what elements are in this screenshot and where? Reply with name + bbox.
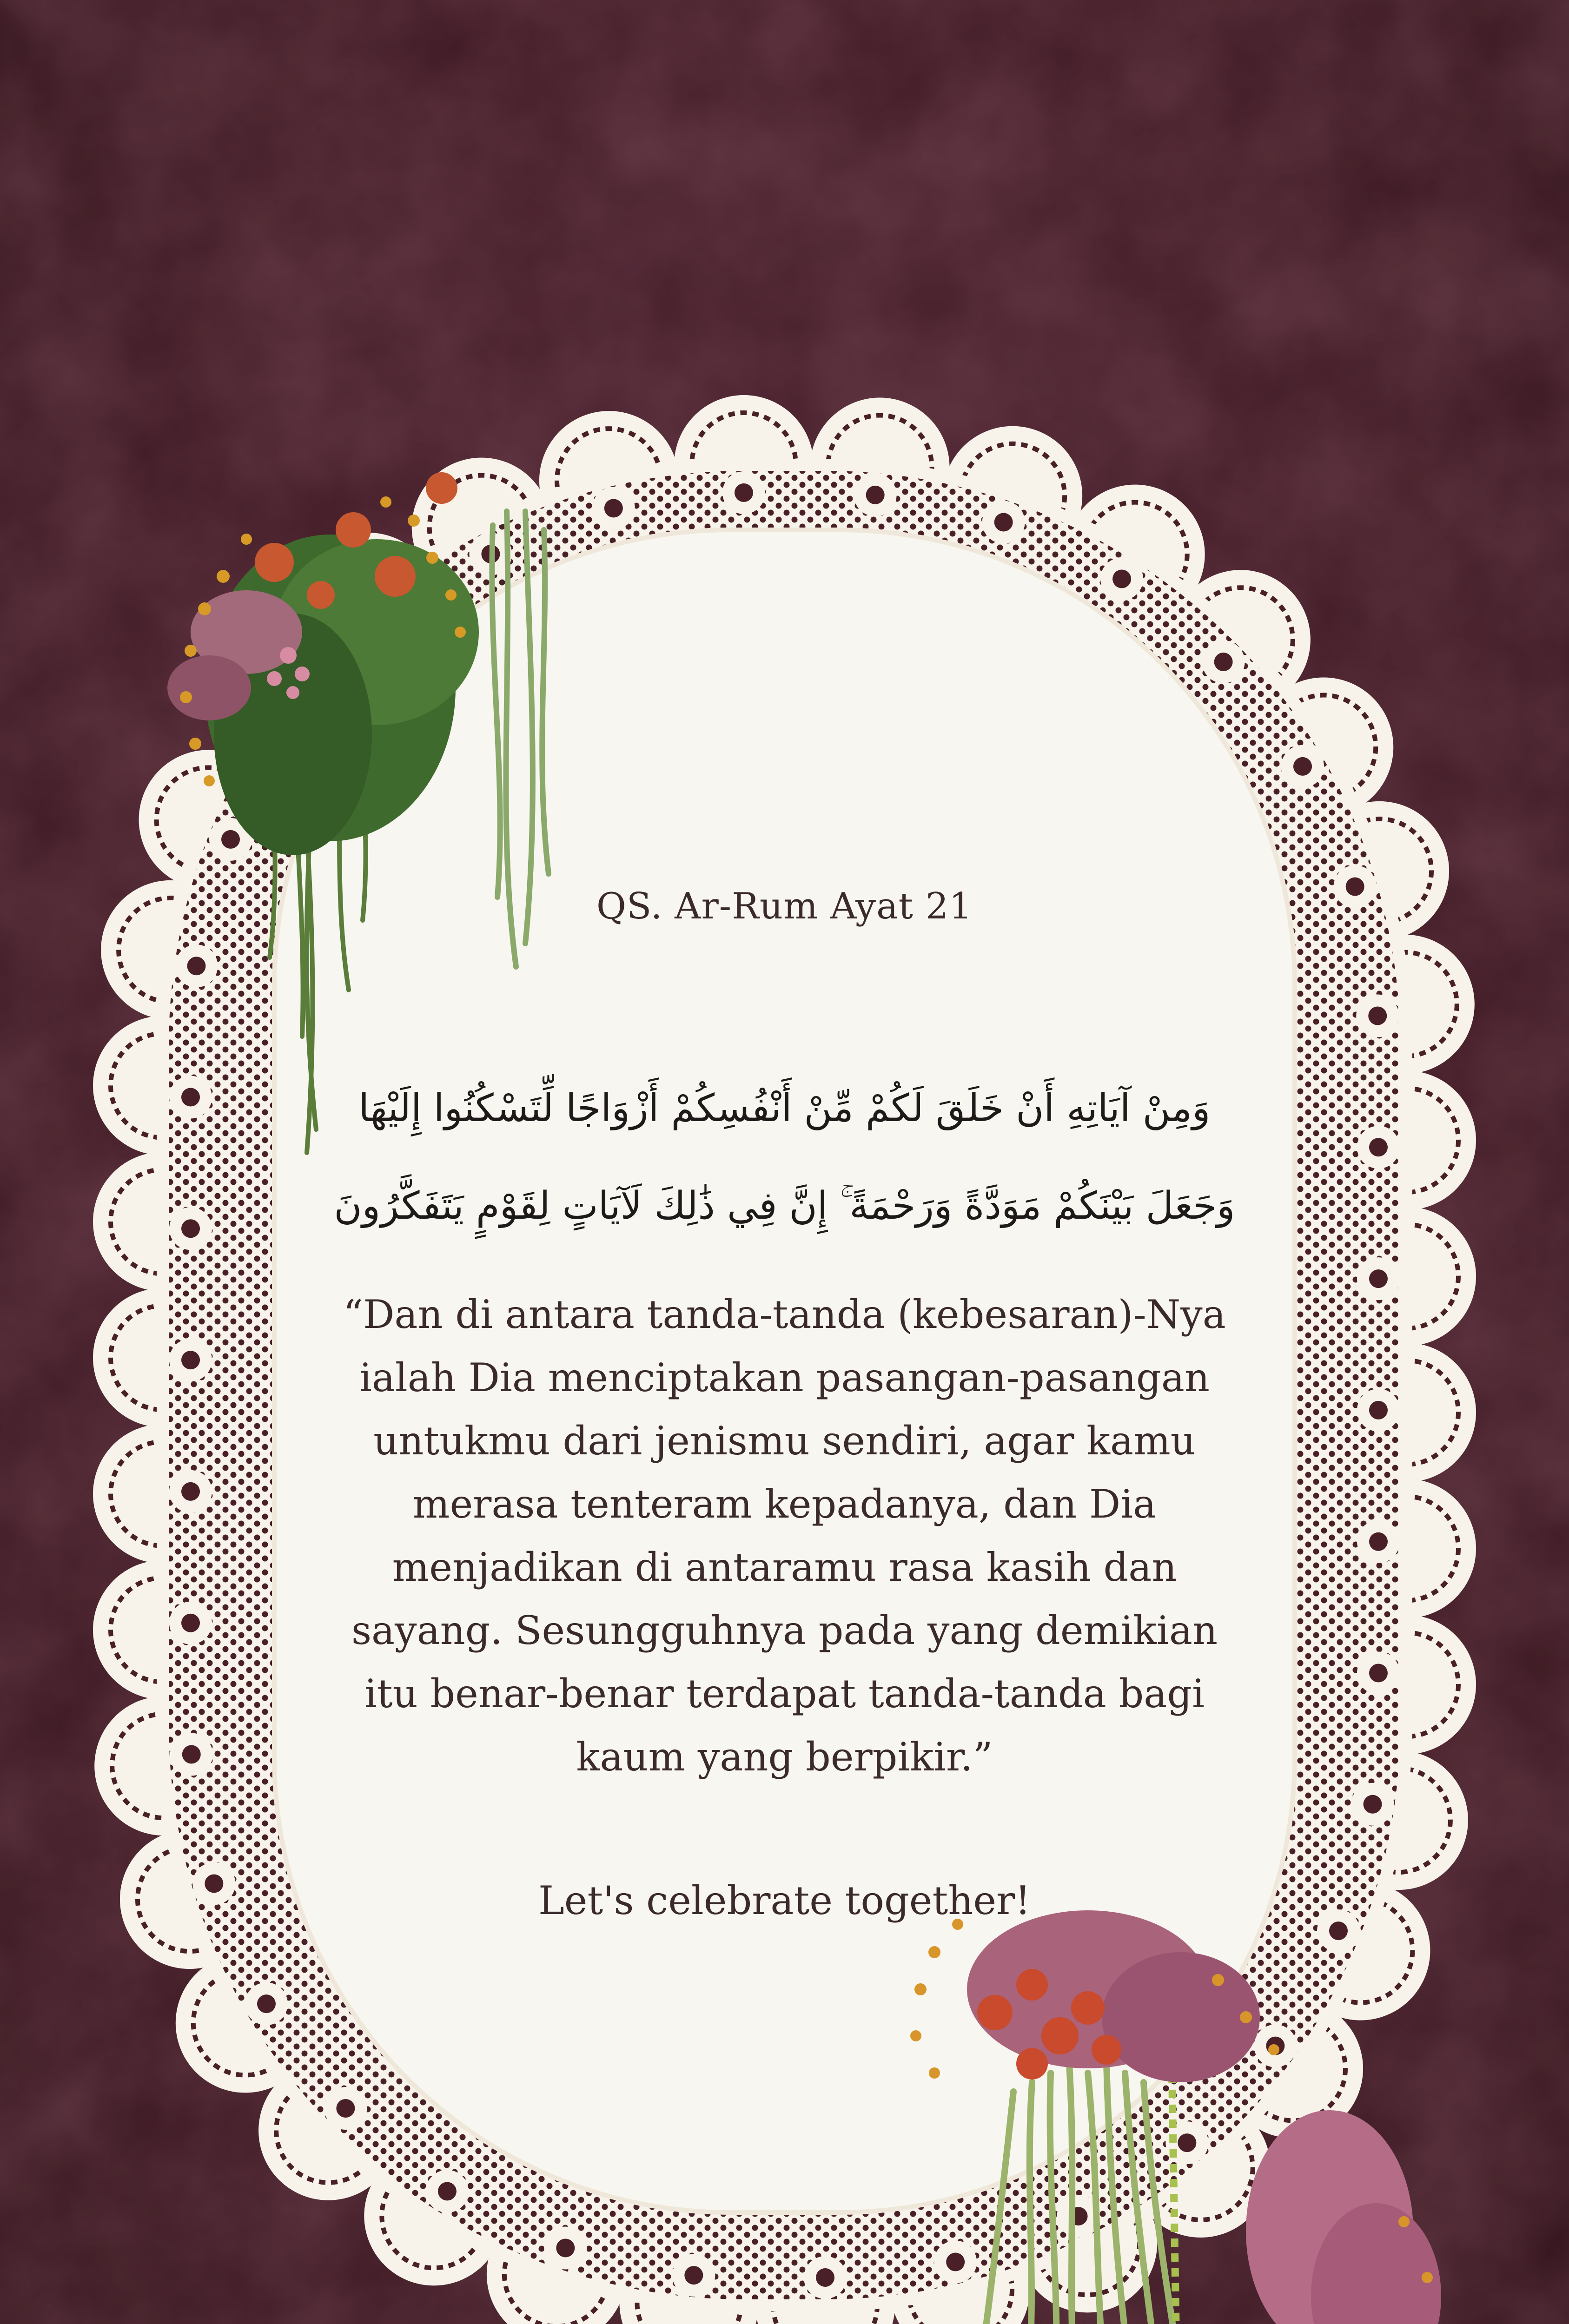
arabic-verse: وَمِنْ آيَاتِهِ أَنْ خَلَقَ لَكُمْ مِّنْ أَنْفُسِكُمْ أَزْوَاجًا لِّتَسْكُنُوا إِلَيْهَا وَجَعَلَ بَيْنَكُمْ مَوَدَّةً وَرَحْمَةً ۚ إِنَّ فِي ذَٰلِكَ لَآيَاتٍ لِقَوْمٍ يَتَفَكَّرُونَ [334,1086,1235,1228]
verse-reference: QS. Ar-Rum Ayat 21 [596,885,973,927]
closing-line: Let's celebrate together! [538,1878,1031,1923]
verse-translation: “Dan di antara tanda-tanda (kebesaran)-Nya ialah Dia menciptakan pasangan-pasangan untukmu dari jenismu sendiri, agar kamu merasa tenteram kepadanya, dan Dia menjadikan di antaramu rasa kasih dan sayang. Sesungguhnya pada yang demikian itu benar-benar terdapat tanda-tanda bagi kaum yang berpikir.” [343,1292,1226,1780]
